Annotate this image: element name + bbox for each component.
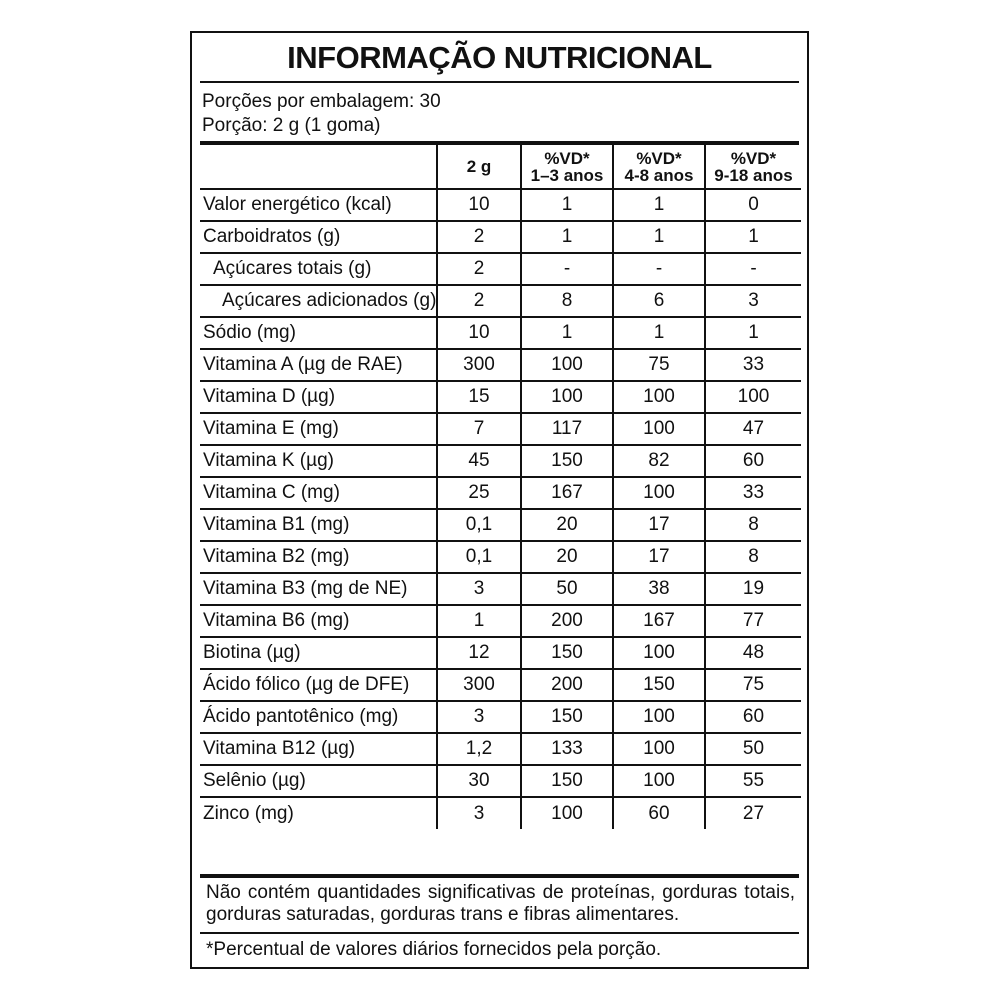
table-row	[200, 189, 801, 221]
vd-9-18-cell: -	[705, 253, 801, 285]
nutrient-name: Vitamina B2 (mg)	[200, 541, 437, 573]
vd-9-18-cell: 8	[705, 541, 801, 573]
amount-cell: 2	[437, 221, 521, 253]
vd-4-8-cell: 100	[613, 733, 705, 765]
vd-9-18-cell: 3	[705, 285, 801, 317]
amount-cell: 300	[437, 349, 521, 381]
amount-cell: 3	[437, 701, 521, 733]
header-vd-1-3	[521, 145, 613, 189]
vd-4-8-cell: 38	[613, 573, 705, 605]
amount-cell: 30	[437, 765, 521, 797]
vd-1-3-cell: 150	[521, 765, 613, 797]
vd-4-8-cell: 167	[613, 605, 705, 637]
nutrition-table-body	[200, 189, 801, 829]
vd-1-3-cell: 50	[521, 573, 613, 605]
table-row	[200, 317, 801, 349]
table-row	[200, 637, 801, 669]
nutrient-name: Vitamina E (mg)	[200, 413, 437, 445]
footnote-divider	[200, 932, 799, 934]
nutrient-name: Vitamina B6 (mg)	[200, 605, 437, 637]
amount-cell: 1,2	[437, 733, 521, 765]
vd-9-18-cell: 75	[705, 669, 801, 701]
table-header-row	[200, 145, 801, 189]
vd-1-3-cell: 100	[521, 381, 613, 413]
vd-1-3-cell: 200	[521, 605, 613, 637]
table-row	[200, 381, 801, 413]
vd-1-3-cell: 100	[521, 349, 613, 381]
vd-4-8-cell: 1	[613, 189, 705, 221]
amount-cell: 10	[437, 317, 521, 349]
amount-cell: 2	[437, 253, 521, 285]
vd-1-3-cell: 100	[521, 797, 613, 829]
header-vd-4-8	[613, 145, 705, 189]
nutrient-name: Vitamina K (µg)	[200, 445, 437, 477]
header-vd-9-18-line2: 9-18 anos	[714, 165, 793, 185]
title-divider	[200, 81, 799, 83]
amount-cell: 10	[437, 189, 521, 221]
header-vd-1-3-line1: %VD*	[544, 148, 590, 168]
vd-1-3-cell: 200	[521, 669, 613, 701]
nutrient-name: Valor energético (kcal)	[200, 189, 437, 221]
vd-9-18-cell: 60	[705, 701, 801, 733]
portion-size: Porção: 2 g (1 goma)	[202, 115, 381, 136]
header-nutrient	[200, 145, 437, 189]
table-row	[200, 445, 801, 477]
vd-4-8-cell: 100	[613, 413, 705, 445]
amount-cell: 12	[437, 637, 521, 669]
vd-9-18-cell: 1	[705, 317, 801, 349]
vd-1-3-cell: 1	[521, 189, 613, 221]
vd-1-3-cell: -	[521, 253, 613, 285]
note-divider	[200, 874, 799, 878]
vd-1-3-cell: 20	[521, 509, 613, 541]
nutrient-name: Ácido pantotênico (mg)	[200, 701, 437, 733]
vd-4-8-cell: 60	[613, 797, 705, 829]
header-amount	[437, 145, 521, 189]
header-vd-9-18	[705, 145, 801, 189]
vd-4-8-cell: 17	[613, 541, 705, 573]
vd-4-8-cell: 75	[613, 349, 705, 381]
table-row	[200, 669, 801, 701]
table-row	[200, 605, 801, 637]
amount-cell: 3	[437, 573, 521, 605]
vd-4-8-cell: 100	[613, 765, 705, 797]
vd-4-8-cell: 150	[613, 669, 705, 701]
header-vd-4-8-line2: 4-8 anos	[624, 165, 694, 185]
nutrient-name: Vitamina C (mg)	[200, 477, 437, 509]
vd-1-3-cell: 20	[521, 541, 613, 573]
amount-cell: 3	[437, 797, 521, 829]
vd-4-8-cell: 100	[613, 701, 705, 733]
vd-1-3-cell: 1	[521, 317, 613, 349]
vd-4-8-cell: 1	[613, 221, 705, 253]
vd-1-3-cell: 117	[521, 413, 613, 445]
table-row	[200, 285, 801, 317]
table-row	[200, 349, 801, 381]
vd-9-18-cell: 47	[705, 413, 801, 445]
vd-9-18-cell: 1	[705, 221, 801, 253]
table-row	[200, 797, 801, 829]
footnote: *Percentual de valores diários fornecidos pela porção.	[206, 939, 662, 960]
amount-cell: 300	[437, 669, 521, 701]
table-row	[200, 509, 801, 541]
amount-cell: 0,1	[437, 541, 521, 573]
vd-9-18-cell: 60	[705, 445, 801, 477]
vd-9-18-cell: 48	[705, 637, 801, 669]
table-row	[200, 541, 801, 573]
nutrition-table	[200, 145, 801, 829]
nutrient-name: Vitamina B3 (mg de NE)	[200, 573, 437, 605]
vd-9-18-cell: 19	[705, 573, 801, 605]
nutrient-name: Açúcares totais (g)	[200, 253, 437, 285]
nutrient-name: Vitamina A (µg de RAE)	[200, 349, 437, 381]
nutrient-name: Vitamina B1 (mg)	[200, 509, 437, 541]
table-row	[200, 573, 801, 605]
table-row	[200, 221, 801, 253]
table-row	[200, 413, 801, 445]
nutrient-name: Ácido fólico (µg de DFE)	[200, 669, 437, 701]
table-row	[200, 765, 801, 797]
header-vd-9-18-line1: %VD*	[730, 148, 777, 168]
vd-1-3-cell: 8	[521, 285, 613, 317]
amount-cell: 1	[437, 605, 521, 637]
amount-cell: 7	[437, 413, 521, 445]
nutrient-name: Selênio (µg)	[200, 765, 437, 797]
vd-4-8-cell: 100	[613, 477, 705, 509]
table-row	[200, 253, 801, 285]
vd-1-3-cell: 150	[521, 637, 613, 669]
vd-1-3-cell: 1	[521, 221, 613, 253]
vd-9-18-cell: 100	[705, 381, 801, 413]
header-amount-label: 2 g	[466, 157, 492, 176]
header-vd-4-8-line1: %VD*	[636, 148, 682, 168]
vd-9-18-cell: 8	[705, 509, 801, 541]
nutrient-name: Vitamina B12 (µg)	[200, 733, 437, 765]
table-row	[200, 701, 801, 733]
table-row	[200, 477, 801, 509]
nutrient-name: Zinco (mg)	[200, 797, 437, 829]
vd-9-18-cell: 77	[705, 605, 801, 637]
vd-9-18-cell: 55	[705, 765, 801, 797]
header-vd-1-3-line2: 1–3 anos	[530, 165, 604, 185]
nutrient-name: Açúcares adicionados (g)	[200, 285, 437, 317]
vd-4-8-cell: 100	[613, 381, 705, 413]
nutrient-name: Biotina (µg)	[200, 637, 437, 669]
vd-4-8-cell: 82	[613, 445, 705, 477]
vd-9-18-cell: 50	[705, 733, 801, 765]
vd-4-8-cell: 100	[613, 637, 705, 669]
nutrition-label	[190, 31, 809, 969]
vd-4-8-cell: 17	[613, 509, 705, 541]
portions-per-package: Porções por embalagem: 30	[202, 91, 441, 112]
amount-cell: 25	[437, 477, 521, 509]
nutrient-name: Carboidratos (g)	[200, 221, 437, 253]
amount-cell: 2	[437, 285, 521, 317]
vd-1-3-cell: 150	[521, 701, 613, 733]
amount-cell: 15	[437, 381, 521, 413]
amount-cell: 0,1	[437, 509, 521, 541]
vd-4-8-cell: 1	[613, 317, 705, 349]
vd-9-18-cell: 27	[705, 797, 801, 829]
vd-9-18-cell: 0	[705, 189, 801, 221]
nutrient-name: Sódio (mg)	[200, 317, 437, 349]
amount-cell: 45	[437, 445, 521, 477]
table-row	[200, 733, 801, 765]
vd-1-3-cell: 167	[521, 477, 613, 509]
nutrient-name: Vitamina D (µg)	[200, 381, 437, 413]
vd-1-3-cell: 150	[521, 445, 613, 477]
not-significant-note: Não contém quantidades significativas de proteínas, gorduras totais, gorduras saturadas, gorduras trans e fibras alimentares.	[206, 882, 795, 925]
vd-4-8-cell: -	[613, 253, 705, 285]
label-title: INFORMAÇÃO NUTRICIONAL	[287, 40, 712, 75]
vd-1-3-cell: 133	[521, 733, 613, 765]
vd-9-18-cell: 33	[705, 349, 801, 381]
vd-9-18-cell: 33	[705, 477, 801, 509]
vd-4-8-cell: 6	[613, 285, 705, 317]
